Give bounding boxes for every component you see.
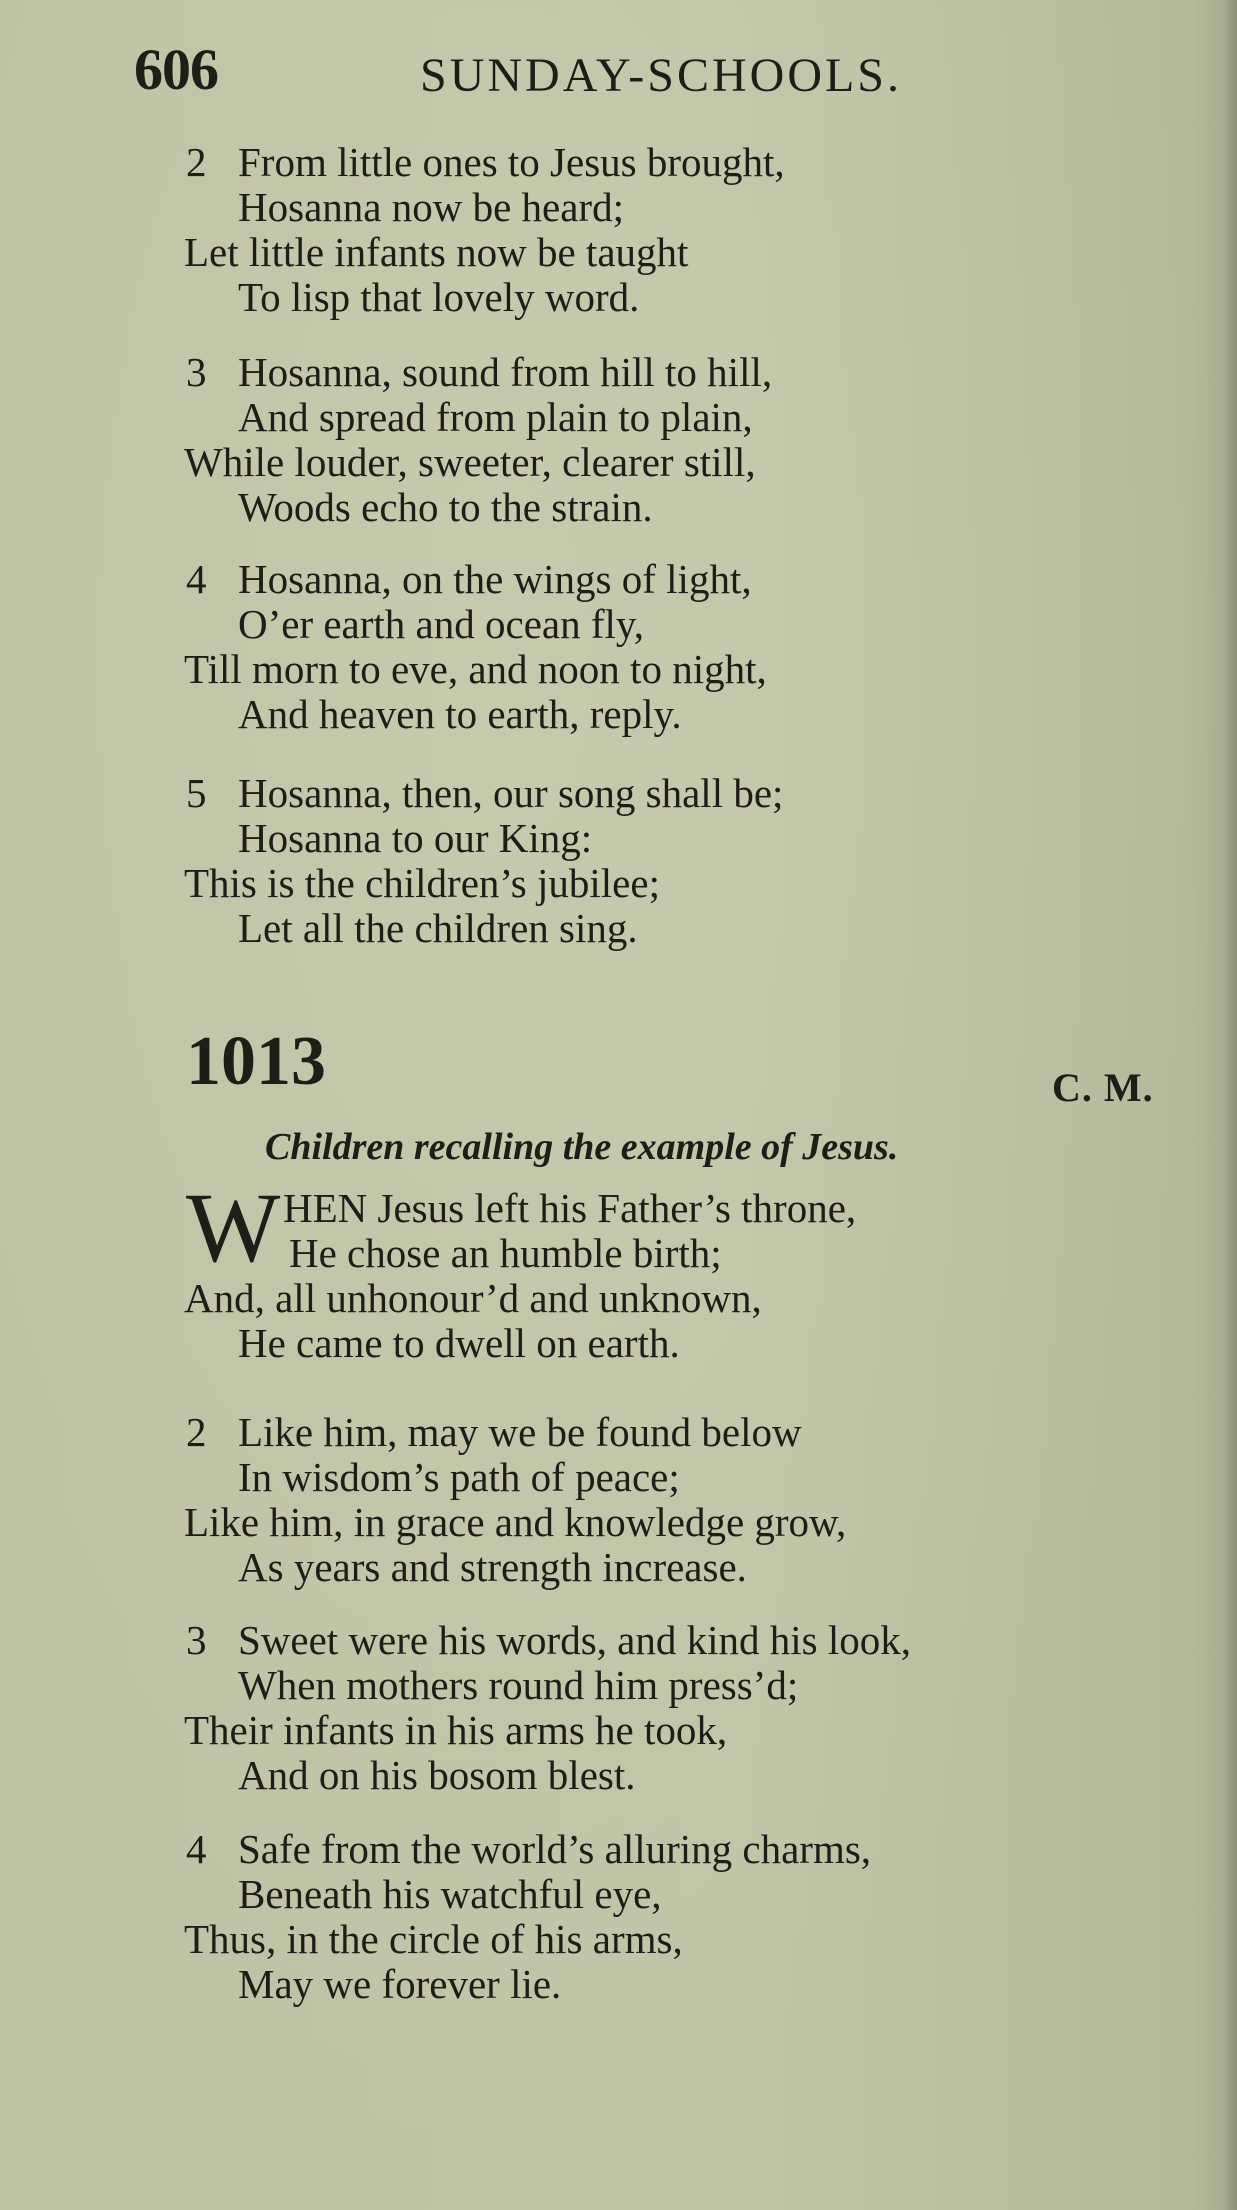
stanza-2-previous-hymn [186, 140, 1186, 320]
stanza-3-previous-hymn [186, 350, 1186, 530]
drop-cap: W [186, 1172, 281, 1283]
stanza-line: Their infants in his arms he took, [184, 1707, 728, 1753]
stanza-line: And spread from plain to plain, [238, 394, 753, 440]
stanza-line [186, 350, 1186, 395]
stanza-2 [186, 1410, 1186, 1590]
stanza-line [186, 1827, 1186, 1872]
stanza-line: While louder, sweeter, clearer still, [184, 439, 756, 485]
line-text: Like him, may we be found below [238, 1409, 802, 1455]
line-text: Hosanna, sound from hill to hill, [238, 349, 773, 395]
stanza-line: Woods echo to the strain. [238, 484, 653, 530]
hymn-subtitle: Children recalling the example of Jesus. [265, 1126, 899, 1168]
stanza-line: HEN Jesus left his Father’s throne, [283, 1185, 857, 1231]
hymn-number: 1013 [186, 1023, 326, 1100]
stanza-line: He came to dwell on earth. [238, 1320, 680, 1366]
stanza-number: 4 [186, 556, 207, 602]
stanza-3 [186, 1618, 1186, 1798]
stanza-line: Let little infants now be taught [184, 229, 689, 275]
stanza-line: And heaven to earth, reply. [238, 691, 682, 737]
line-text: Hosanna, then, our song shall be; [238, 770, 784, 816]
stanza-line: Hosanna now be heard; [238, 184, 624, 230]
stanza-number: 3 [186, 1617, 207, 1663]
line-text: Safe from the world’s alluring charms, [238, 1826, 872, 1872]
stanza-line [186, 557, 1186, 602]
stanza-line: When mothers round him press’d; [238, 1662, 799, 1708]
stanza-line: In wisdom’s path of peace; [238, 1454, 680, 1500]
stanza-4 [186, 1827, 1186, 2007]
stanza-line: Let all the children sing. [238, 905, 638, 951]
stanza-line: May we forever lie. [238, 1961, 562, 2007]
line-text: From little ones to Jesus brought, [238, 139, 785, 185]
stanza-line: Like him, in grace and knowledge grow, [184, 1499, 847, 1545]
page-edge-shadow [1223, 0, 1237, 2210]
stanza-line [186, 140, 1186, 185]
stanza-number: 5 [186, 770, 207, 816]
page-number: 606 [134, 37, 218, 102]
stanza-5-previous-hymn [186, 771, 1186, 951]
page-header [134, 36, 1134, 116]
line-text: Sweet were his words, and kind his look, [238, 1617, 911, 1663]
stanza-number: 2 [186, 139, 207, 185]
stanza-number: 3 [186, 349, 207, 395]
stanza-number: 2 [186, 1409, 207, 1455]
stanza-line: And, all unhonour’d and unknown, [184, 1275, 762, 1321]
stanza-line: He chose an humble birth; [289, 1230, 722, 1276]
stanza-line: Thus, in the circle of his arms, [184, 1916, 683, 1962]
stanza-line: Hosanna to our King: [238, 815, 593, 861]
stanza-line [186, 771, 1186, 816]
line-text: Hosanna, on the wings of light, [238, 556, 752, 602]
running-title: SUNDAY-SCHOOLS. [420, 49, 902, 102]
stanza-number: 4 [186, 1826, 207, 1872]
stanza-line: As years and strength increase. [238, 1544, 747, 1590]
stanza-line [186, 1618, 1186, 1663]
stanza-line: To lisp that lovely word. [238, 274, 640, 320]
stanza-line: O’er earth and ocean fly, [238, 601, 644, 647]
stanza-line [186, 1410, 1186, 1455]
stanza-4-previous-hymn [186, 557, 1186, 737]
stanza-line: Till morn to eve, and noon to night, [184, 646, 767, 692]
stanza-line: Beneath his watchful eye, [238, 1871, 662, 1917]
stanza-line: And on his bosom blest. [238, 1752, 636, 1798]
hymn-meter: C. M. [1052, 1065, 1154, 1110]
stanza-line: This is the children’s jubilee; [184, 860, 660, 906]
stanza-1 [186, 1186, 1226, 1366]
